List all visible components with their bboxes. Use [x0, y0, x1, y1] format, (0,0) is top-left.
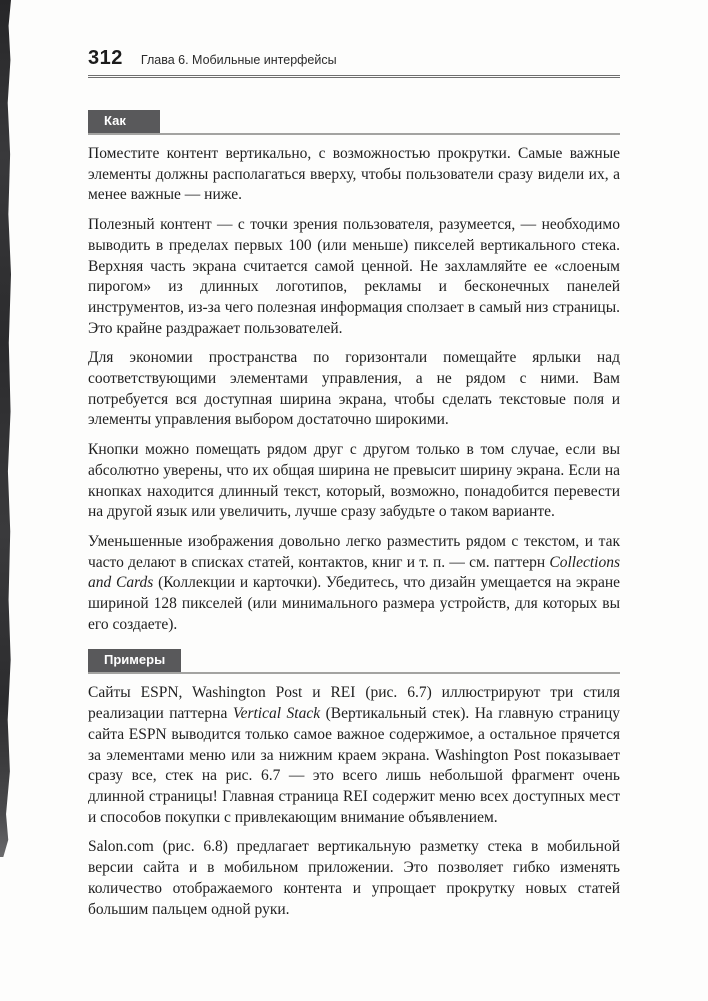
pattern-name-italic: Vertical Stack — [232, 705, 321, 723]
paragraph — [88, 837, 620, 920]
pattern-name-italic: Collections and Cards — [88, 553, 620, 592]
section-examples — [88, 649, 620, 920]
section-heading-how — [88, 110, 620, 135]
paragraph — [88, 440, 620, 523]
paragraph — [88, 348, 620, 431]
text-run: Salon.com (рис. 6.8) предлагает вертикальную разметку стека в мобильной версии сайта и в мобильном приложении. Это позволяет гибко изменять количество отображаемого контента и упрощает прокрутку новых статей большим пальцем одной руки. — [88, 838, 620, 918]
page-number: 312 — [88, 47, 123, 69]
text-run: (Коллекции и карточки). Убедитесь, что дизайн умещается на экране шириной 128 пикселей (или минимального размера устройств, для которых вы его создаете). — [88, 574, 621, 633]
header-rule — [88, 75, 620, 78]
section-how-body — [88, 144, 620, 635]
section-how — [88, 110, 620, 635]
text-run: Поместите контент вертикально, с возможностью прокрутки. Самые важные элементы должны располагаться вверху, чтобы пользователи сразу видели их, а менее важные — ниже. — [88, 145, 620, 204]
page-header — [88, 0, 620, 70]
section-examples-body — [88, 683, 620, 920]
text-run: Полезный контент — с точки зрения пользователя, разумеется, — необходимо выводить в пределах первых 100 (или меньше) пикселей вертикального стека. Верхняя часть экрана считается самой ценной. Не захламляйте ее «слоеным пирогом» из длинных логотипов, рекламы и бесконечных панелей инструментов, из-за чего полезная информация сползает в самый низ страницы. Это крайне раздражает пользователей. — [88, 216, 620, 337]
text-run: Сайты ESPN, Washington Post и REI (рис. 6.7) иллюстрируют три стиля реализации паттерна — [88, 684, 620, 723]
text-run: Кнопки можно помещать рядом друг с другом только в том случае, если вы абсолютно уверены, что их общая ширина не превысит ширину экрана. Если на кнопках находится длинный текст, который, возможно, понадобится перевести на другой язык или увеличить, лучше сразу забудьте о таком варианте. — [88, 441, 620, 521]
text-run: Уменьшенные изображения довольно легко разместить рядом с текстом, и так часто делают в списках статей, контактов, книг и т. п. — см. паттерн — [88, 532, 620, 571]
paragraph — [88, 144, 620, 206]
text-run: Для экономии пространства по горизонтали помещайте ярлыки над соответствующими элементами управления, а не рядом с ними. Вам потребуется вся доступная ширина экрана, чтобы сделать текстовые поля и элементы управления выбором достаточно широкими. — [88, 349, 620, 429]
section-heading-label: Как — [88, 110, 160, 133]
paragraph — [88, 532, 620, 636]
paragraph — [88, 215, 620, 339]
text-run: (Вертикальный стек). На главную страницу сайта ESPN выводится только самое важное содержимое, а остальное прячется за элементами меню или за нижним краем экрана. Washington Post показывает сразу все, стек на рис. 6.7 — это всего лишь небольшой фрагмент очень длинной страницы! Главная страница REI содержит меню всех доступных мест и способов покупки с привлекающим внимание объявлением. — [88, 705, 620, 826]
chapter-title: Глава 6. Мобильные интерфейсы — [140, 53, 337, 67]
paragraph — [88, 683, 620, 828]
section-heading-examples — [88, 649, 620, 674]
section-heading-label: Примеры — [88, 649, 181, 672]
